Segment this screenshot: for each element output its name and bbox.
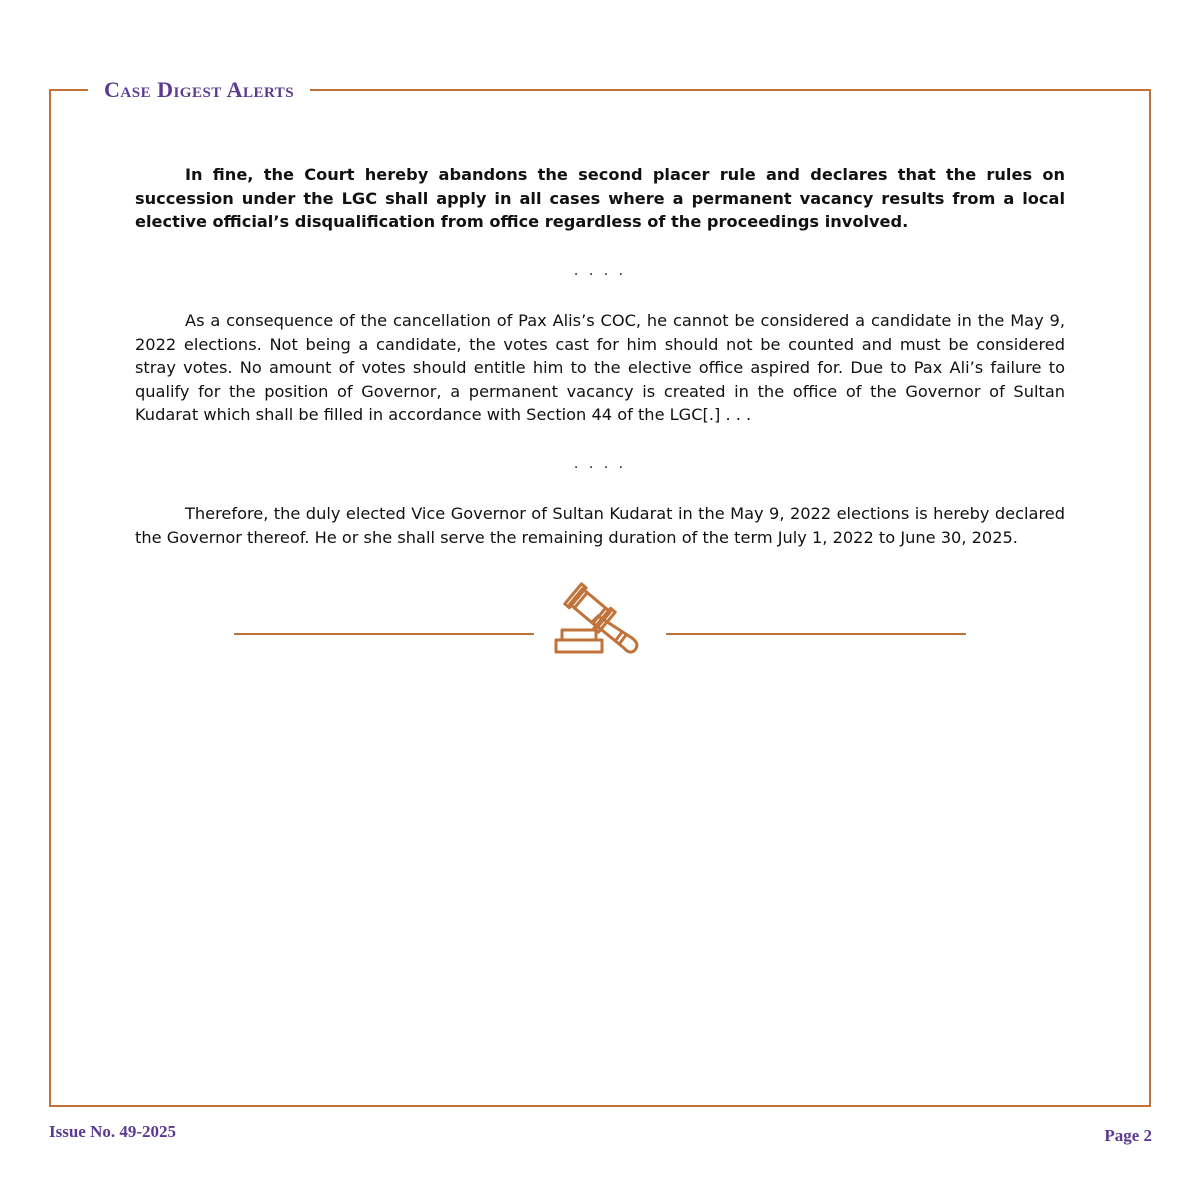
section-divider <box>234 580 966 660</box>
divider-line-left <box>234 633 534 635</box>
ellipsis-separator-2: . . . . <box>573 455 627 472</box>
gavel-icon <box>550 582 650 658</box>
quote-paragraph-2: As a consequence of the cancellation of Pax Alis’s COC, he cannot be considered a candidate in the May 9, 2022 elections. Not being a candidate, the votes cast for him should not be counted and must be considered stray votes. No amount of votes should entitle him to the elective office aspired for. Due to Pax Ali’s failure to qualify for the position of Governor, a permanent vacancy is created in the office of the Governor of Sultan Kudarat which shall be filled in accordance with Section 44 of the LGC[.] . . . <box>135 311 1065 424</box>
main-content <box>135 163 1065 549</box>
quote-paragraph-3: Therefore, the duly elected Vice Governor of Sultan Kudarat in the May 9, 2022 elections is hereby declared the Governor thereof. He or she shall serve the remaining duration of the term July 1, 2022 to June 30, 2025. <box>135 504 1065 547</box>
divider-line-right <box>666 633 966 635</box>
ellipsis-separator-1: . . . . <box>573 262 627 279</box>
issue-number: Issue No. 49-2025 <box>49 1122 177 1141</box>
quote-paragraph-1: In fine, the Court hereby abandons the second placer rule and declares that the rules on succession under the LGC shall apply in all cases where a permanent vacancy results from a local elective official’s disqualification from office regardless of the proceedings involved. <box>135 165 1065 231</box>
header-title: Case Digest Alerts <box>88 76 310 104</box>
page-number: Page 2 <box>1104 1126 1152 1145</box>
